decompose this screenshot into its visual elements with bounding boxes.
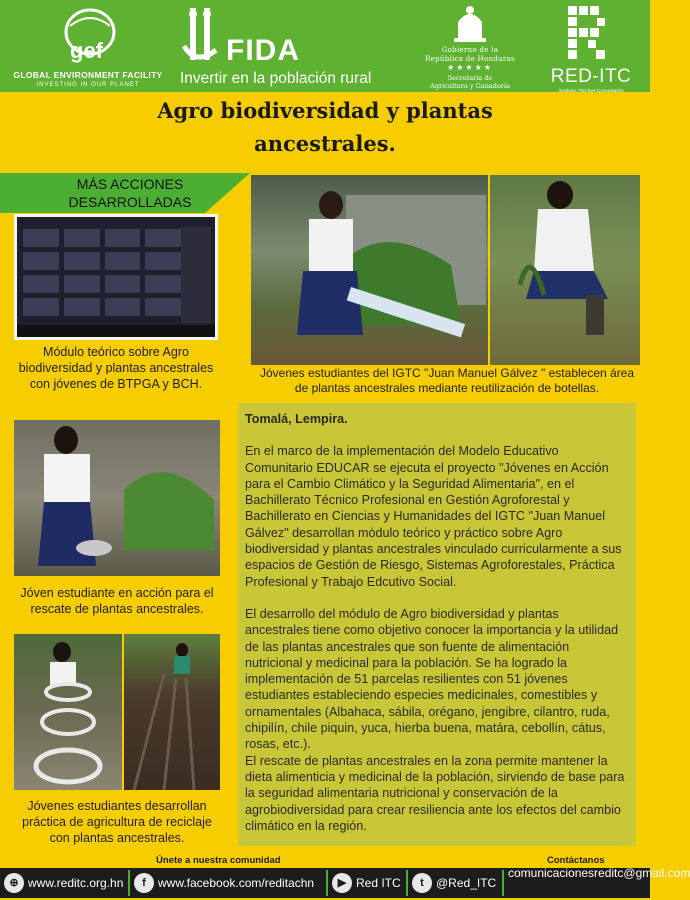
student-planting-illustration	[251, 175, 488, 365]
student-garden-illustration	[14, 420, 220, 576]
title-line1: Agro biodiversidad y plantas	[157, 98, 493, 123]
footer-divider	[502, 870, 504, 896]
gef-line1: GLOBAL ENVIRONMENT FACILITY	[13, 70, 163, 80]
header-banner	[0, 0, 650, 92]
gef-logo	[8, 4, 168, 90]
call-toolbar	[17, 325, 215, 337]
page-title	[80, 94, 570, 160]
contact-label: Contáctanos	[547, 855, 605, 866]
twitter-link[interactable]	[412, 868, 496, 898]
recycling-photo-left	[14, 634, 122, 790]
article-paragraph2: El desarrollo del módulo de Agro biodiversidad y plantas ancestrales tiene como objetivo conocer la importancia y la utilidad de las plantas ancestrales que son fuente de alimentación nutricional y medicinal para la población. Se ha logrado la implementación de 51 parcelas resilientes con 51 jóvenes estudiantes estableciendo especies medicinales, comestibles y ornamentales (Albahaca, sábila, orégano, jengibre, cilantro, ruda, chipilín, chile piquin, yuca, hierba buena, matára, cebollín, cátus, rosas, etc.).	[245, 606, 619, 752]
website-link[interactable]	[4, 868, 123, 898]
article-paragraph1: En el marco de la implementación del Modelo Educativo Comunitario EDUCAR se ejecuta el proyecto "Jóvenes en Acción para el Cambio Climático y la Seguridad Alimentaria", en el Bachillerato Técnico Profesional en Gestión Agroforestal y Bachillerato en Ciencias y Humanidades del IGTC "Juan Manuel Gálvez" desarrollan módulo teórico y práctico sobre Agro biodiversidad y plantas ancestrales vinculado curricularmente a sus espacios de Gestión de Riesgo, Sistemas Agroforestales, Práctica Profesional y Trabajo Edcutivo Social.	[245, 444, 622, 589]
fida-tagline: Invertir en la población rural	[180, 70, 372, 87]
gobierno-line3: Secretaría de	[447, 74, 493, 82]
facebook-link[interactable]	[134, 868, 314, 898]
article-paragraph3: El rescate de plantas ancestrales en la zona permite mantener la dieta alimenticia y medicinal de la población, sirviendo de base para la seguridad alimentaria nutricional y conservación de la agrobiodiversidad para crear resiliencia ante los efectos del cambio climático en la región.	[245, 753, 625, 833]
facebook-text: www.facebook.com/reditachn	[158, 876, 315, 890]
article-panel	[238, 403, 636, 846]
youtube-link[interactable]	[332, 868, 401, 898]
website-text: www.reditc.org.hn	[28, 876, 124, 890]
title-line2: ancestrales.	[254, 131, 396, 156]
video-call-photo	[14, 214, 218, 340]
youtube-text: Red ITC	[356, 876, 401, 890]
students-bottles-photo-right	[490, 175, 640, 365]
stars-icon: ★★★★★	[447, 63, 493, 72]
red-itc-wordmark: RED-ITC	[550, 66, 632, 87]
coat-of-arms-icon	[450, 4, 490, 44]
join-label: Únete a nuestra comunidad	[156, 855, 281, 866]
gobierno-line2: República de Honduras	[425, 55, 515, 63]
students-bottles-photo-left	[251, 175, 488, 365]
red-itc-subtitle: Institutos Técnicos Comunitarios	[558, 88, 624, 93]
caption-photo1: Módulo teórico sobre Agro biodiversidad y plantas ancestrales con jóvenes de BTPGA y BCH.	[18, 345, 214, 391]
gobierno-line4: Agricultura y Ganadería	[430, 82, 510, 90]
fida-logo	[178, 4, 388, 90]
recycling-photo-right	[124, 634, 220, 790]
section-tab-line1: MÁS ACCIONES	[76, 176, 184, 192]
student-kneeling-illustration	[490, 175, 640, 365]
caption-photo3: Jóven estudiante en acción para el rescate de plantas ancestrales.	[20, 586, 214, 616]
twitter-icon: t	[412, 873, 432, 893]
article-place: Tomalá, Lempira.	[245, 412, 348, 426]
footer-divider	[326, 870, 328, 896]
facebook-icon: f	[134, 873, 154, 893]
red-itc-r-icon	[564, 4, 608, 60]
chat-panel	[181, 227, 211, 323]
furrows-illustration	[124, 634, 220, 790]
twitter-text: @Red_ITC	[436, 876, 497, 890]
red-itc-logo	[538, 4, 644, 93]
participant-grid	[23, 229, 181, 316]
section-tab-line2: DESARROLLADAS	[68, 194, 192, 210]
fida-wordmark: FIDA	[226, 34, 300, 67]
section-tab-label	[30, 175, 230, 211]
footer-divider	[128, 870, 130, 896]
footer-divider	[406, 870, 408, 896]
email-link[interactable]: comunicacionesreditc@gmail.com	[508, 866, 690, 880]
recycled-bottle-beds-illustration	[14, 634, 122, 790]
gobierno-logo	[410, 2, 530, 92]
gobierno-line1: Gobierno de la	[441, 46, 499, 54]
caption-photo4: Jóvenes estudiantes desarrollan práctica de agricultura de reciclaje con plantas ancestrales.	[22, 799, 212, 845]
wheat-icon	[182, 6, 222, 68]
gef-line2: INVESTING IN OUR PLANET	[36, 82, 140, 88]
caption-photo2: Jóvenes estudiantes del IGTC "Juan Manuel Gálvez " establecen área de plantas ancestrales mediante reutilización de botellas.	[259, 366, 635, 395]
gef-wordmark: gef	[70, 38, 103, 63]
youtube-icon: ▶	[332, 873, 352, 893]
globe-icon: ⊕	[4, 873, 24, 893]
student-action-photo	[14, 420, 220, 576]
